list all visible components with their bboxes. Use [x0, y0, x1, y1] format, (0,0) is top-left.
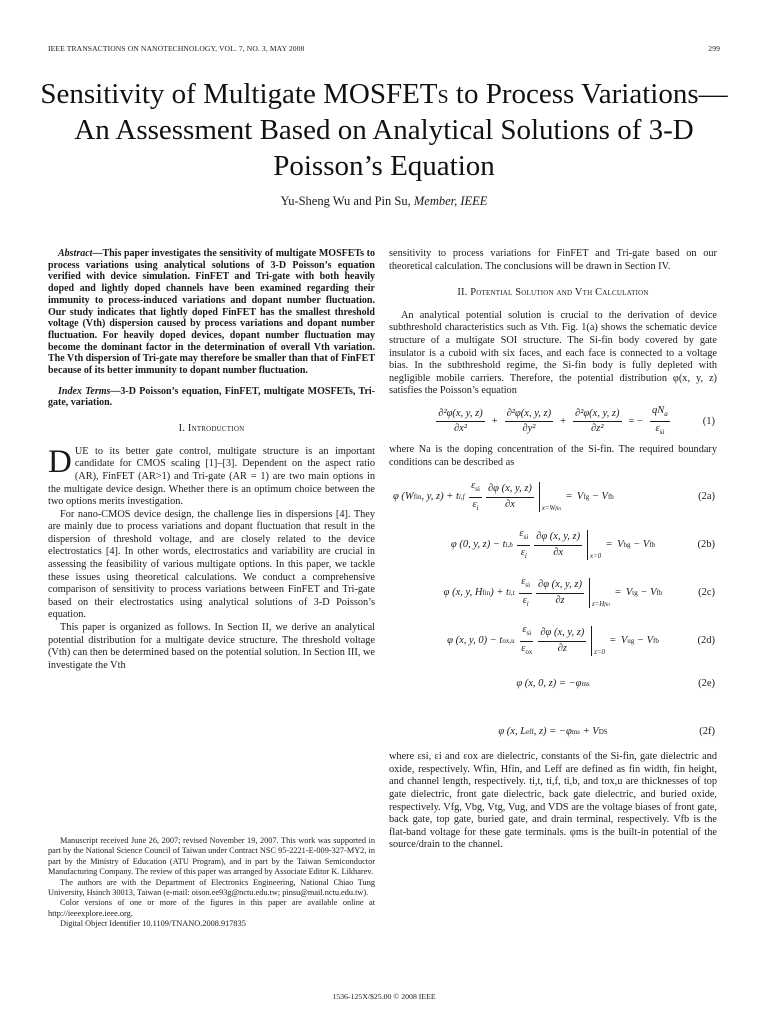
equation-number: (1)	[702, 415, 715, 427]
equation-2d: φ (x, y, 0) − t ox,u $\frac{\varepsilon_{si}}{\varepsilon_{ox}}$ $\frac{\partial\varphi (x, y, z)}{\partial z}$ z=0 = V ug − V fb (2d)	[447, 624, 715, 656]
equation-number: (2a)	[698, 490, 715, 502]
equation-number: (2b)	[697, 538, 715, 550]
intro-paragraph-1: DUE to its better gate control, multigate structure is an important candidate for CMOS scaling [1]–[3]. Dependent on the aspect ratio (AR), FinFET (AR>1) and Tri-gate (AR = 1) are two main options in the multigate device design. Whether there is an optimum choice between the two options merits investigation.	[48, 443, 375, 508]
left-column	[48, 248, 375, 672]
page-number: 299	[708, 44, 720, 53]
index-terms: Index Terms—3-D Poisson’s equation, FinFET, multigate MOSFETs, Tri-gate, variation.	[48, 385, 375, 409]
author-role: Member, IEEE	[413, 194, 488, 208]
equation-2f: φ (x, L eff , z) = −φ ms + V DS (2f)	[498, 725, 715, 737]
equation-2c: φ (x, y, H fin ) + t i,t $\frac{\varepsilon_{si}}{\varepsilon_i}$ $\frac{\partial\varphi (x, y, z)}{\partial z}$ z=Hfin = V tg − V fb (2c)	[443, 576, 715, 608]
first-page-footnote: Manuscript received June 26, 2007; revised November 19, 2007. This work was supported in part by the National Science Council of Taiwan under Contract NSC 95-2221-E-009-327-MY2, in part by the Ministry of Education (ATU Program), and in part by the Taiwan Semiconductor Manufacturing Company. The review of this paper was arranged by Associate Editor K. Likharev. The authors are with the Department of Electronics Engineering, National Chiao Tung University, Hsinch 30013, Taiwan (e-mail: oison.ee93g@nctu.edu.tw; pinsu@mail.nctu.edu.tw). Color versions of one or more of the figures in this paper are available online at http://ieeexplore.ieee.org. Digital Object Identifier 10.1109/TNANO.2008.917835	[48, 836, 375, 929]
section-heading-introduction: I. Introduction	[178, 423, 245, 435]
equation-number: (2d)	[697, 634, 715, 646]
equation-2a: φ (W fin , y, z) + t i,f $\frac{\varepsilon_{si}}{\varepsilon_i}$ $\frac{\partial\varphi (x, y, z)}{\partial x}$ x=Wfin = V fg − V fb (2a)	[393, 480, 715, 512]
running-header-journal: IEEE TRANSACTIONS ON NANOTECHNOLOGY, VOL. 7, NO. 3, MAY 2008	[48, 44, 305, 53]
equation-2e: φ (x, 0, z) = −φ ms (2e)	[516, 677, 715, 689]
author-line	[0, 194, 768, 209]
section2-paragraph-1: An analytical potential solution is crucial to the derivation of device subthreshold characteristics such as Vth. Fig. 1(a) shows the schematic device structure of a multigate SOI structure. The Si-fin body covered by gate insulator is a cuboid with six faces, and each face is connected to a voltage bias. In the subthreshold regime, the Si-fin body is fully depleted with negligible mobile carriers. Therefore, the potential distribution φ(x, y, z) satisfies the Poisson’s equation	[389, 309, 717, 397]
intro-paragraph-3: This paper is organized as follows. In Section II, we derive an analytical potential distribution for a multigate device structure. The threshold voltage (Vth) can then be determined based on the potential solution. In Section III, we investigate the Vth	[48, 622, 375, 671]
equation-number: (2e)	[698, 677, 715, 689]
paper-title: Sensitivity of Multigate MOSFETs to Process Variations—An Assessment Based on Analytical Solutions of 3-D Poisson’s Equation	[40, 78, 728, 182]
section2-paragraph-2: where Na is the doping concentration of the Si-fin. The required boundary conditions can be described as	[389, 443, 717, 468]
section2-paragraph-3: where εsi, εi and εox are dielectric, constants of the Si-fin, gate dielectric and oxide, respectively. Wfin, Hfin, and Leff are defined as fin width, fin height, and channel length, respectively. ti,t, ti,f, ti,b, and tox,u are thicknesses of top gate dielectric, front gate dielectric, back gate dielectric, and buried oxide, respectively. Vfg, Vbg, Vtg, Vug, and VDS are the voltage biases of front gate, back gate, top gate, buried gate, and drain terminal, respectively. Vfb is the flat-band voltage for these gate terminals. φms is the built-in potential of the source/drain to the channel.	[389, 751, 717, 851]
section-heading-potential-solution: II. Potential Solution and Vth Calculation	[457, 287, 649, 299]
abstract: Abstract—This paper investigates the sensitivity of multigate MOSFETs to process variations using analytical solutions of 3-D Poisson’s equation verified with device simulation. FinFET and Tri-gate with both heavily doped and lightly doped channels have been examined regarding their immunity to process-induced variations and dopant number fluctuation. Our study indicates that lightly doped FinFET has the smallest threshold voltage (Vth) dispersion caused by process variations and dopant number fluctuation. For heavily doped devices, dopant number fluctuation may become the dominant factor in the determination of overall Vth variation. The Vth dispersion of Tri-gate may therefore be smaller than that of FinFET because of its better immunity to dopant number fluctuation. Index Terms—3-D Poisson’s equation, FinFET, multigate MOSFETs, Tri-gate, variation.	[48, 248, 375, 409]
drop-cap: D	[48, 443, 72, 480]
equation-number: (2c)	[698, 586, 715, 598]
introduction-body	[48, 443, 375, 673]
equation-number: (2f)	[699, 725, 715, 737]
right-intro-paragraph: sensitivity to process variations for FinFET and Tri-gate based on our theoretical calculation. The conclusions will be drawn in Section IV.	[389, 248, 717, 272]
author-names: Yu-Sheng Wu and Pin Su,	[280, 194, 414, 208]
equation-1: $\frac{\text{∂²φ(x, y, z)}}{\text{∂x²}}$ + $\frac{\text{∂²φ(x, y, z)}}{\text{∂y²}}$ + $\frac{\text{∂²φ(x, y, z)}}{\text{∂z²}}$ = − $\frac{qN_a}{\varepsilon_{si}}$ (1)	[438, 404, 715, 437]
title-mosfets: MOSFETs	[323, 78, 449, 110]
intro-paragraph-2: For nano-CMOS device design, the challenge lies in dispersions [4]. They are mainly due to process variations and dopant fluctuation that result in the dispersion of threshold voltage, and are closely related to the device electrostatics [4]. In other words, electrostatics and variability are crucial in assessing the feasibility of various multigate options. In this paper, we tackle these issues using theoretical calculations. We conduct a comprehensive comparison of sensitivity to process variations between FinFET and Tri-gate based on their electrostatics using analytical solutions of 3-D Poisson’s equation.	[48, 508, 375, 621]
copyright-footer: 1536-125X/$25.00 © 2008 IEEE	[332, 992, 436, 1001]
equation-2b: φ (0, y, z) − t i,b $\frac{\varepsilon_{si}}{\varepsilon_i}$ $\frac{\partial\varphi (x, y, z)}{\partial x}$ x=0 = V bg − V fb (2b)	[450, 528, 715, 560]
right-column	[389, 248, 717, 852]
